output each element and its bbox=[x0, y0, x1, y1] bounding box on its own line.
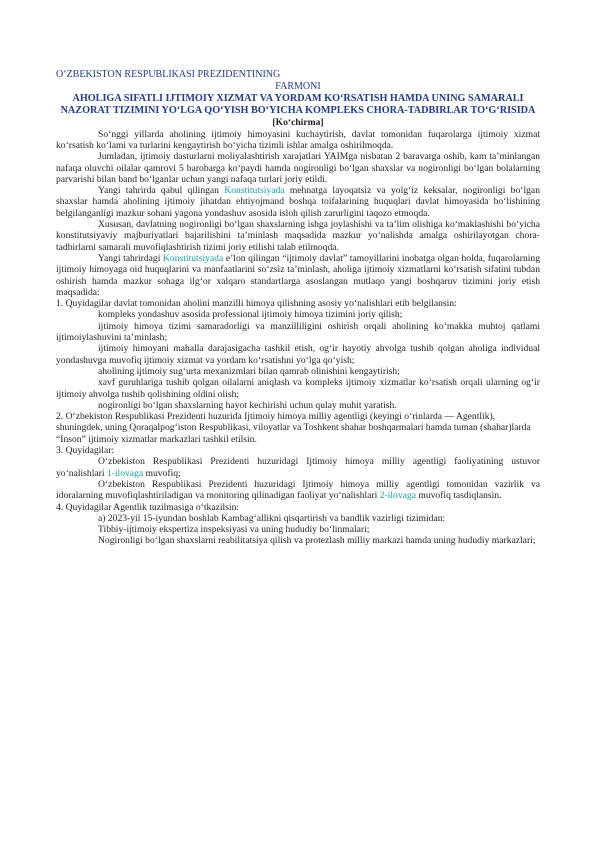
section-1-item: ijtimoiy himoyani mahalla darajasigacha tashkil etish, og‘ir hayotiy ahvolga tushib qolgan aholiga individual yondashuvga muvofiq ijtimoiy xizmat va yordam ko‘rsatishni yo‘lga qo‘yish; bbox=[56, 343, 540, 366]
decree-page bbox=[56, 69, 540, 547]
section-1-item: kompleks yondashuv asosida professional ijtimoiy himoya tizimini joriy qilish; bbox=[98, 309, 403, 321]
paragraph-5 bbox=[56, 253, 540, 298]
constitution-link[interactable]: Konstitutsiyada bbox=[163, 252, 224, 264]
section-4-heading: 4. Quyidagilar Agentlik tuzilmasiga o‘tkazilsin: bbox=[56, 501, 240, 513]
section-3-item-2-text-a: O‘zbekiston Respublikasi Prezidenti huzuridagi Ijtimoiy himoya milliy agentligi tomonidan vazirlik va idoralarning muvofiqlashtiriladigan va monitoring qilinadigan faoliyat yo‘nalishlari bbox=[56, 478, 540, 502]
issuer-heading: O‘ZBEKISTON RESPUBLIKASI PREZIDENTINING bbox=[56, 69, 281, 80]
section-3-item-1-text-b: muvofiq; bbox=[143, 467, 181, 479]
section-4-item: a) 2023-yil 15-iyundan boshlab Kambag‘allikni qisqartirish va bandlik vazirligi tizimidan: bbox=[98, 512, 446, 524]
section-3-item bbox=[56, 456, 540, 479]
section-1-heading: 1. Quyidagilar davlat tomonidan aholini manzilli himoya qilishning asosiy yo‘nalishlari etib belgilansin: bbox=[56, 298, 457, 310]
paragraph-3 bbox=[56, 185, 540, 219]
paragraph-5-text-a: Yangi tahrirdagi bbox=[98, 252, 163, 264]
appendix-2-link[interactable]: 2-ilovaga bbox=[379, 490, 416, 502]
section-3-item bbox=[56, 479, 540, 502]
section-2: 2. O‘zbekiston Respublikasi Prezidenti huzurida Ijtimoiy himoya milliy agentligi (keyingi o‘rinlarda — Agentlik), shuningdek, uning Qoraqalpog‘iston Respublikasi, viloyatlar va Toshkent shahar boshqarmalari hamda tuman (shahar)larda “Inson” ijtimoiy xizmatlar markazlari tashkil etilsin. bbox=[56, 411, 531, 445]
section-3-item-1-text-a: O‘zbekiston Respublikasi Prezidenti huzuridagi Ijtimoiy himoya milliy agentligi faoliyatining ustuvor yo‘nalishlari bbox=[56, 456, 540, 479]
paragraph-3-text-b: mehnatga layoqatsiz va yolg‘iz keksalar, nogironligi bo‘lgan shaxslar hamda aholining ijtimoiy jihatdan ehtiyojmand boshqa toifalarining huquqlari davlat himoyasida bo‘lishining belgilanganligi mazkur sohani yagona yondashuv asosida isloh qilish zarurligini taqozo etmoqda. bbox=[56, 185, 540, 219]
section-4-item: Nogironligi bo‘lgan shaxslarni reabilitatsiya qilish va protezlash milliy markazi hamda uning hududiy markazlari; bbox=[98, 535, 536, 547]
paragraph-2: Jumladan, ijtimoiy dasturlarni moliyalashtirish xarajatlari YAIMga nisbatan 2 baravarga oshib, kam ta’minlangan nafaqa oluvchi oilalar qamrovi 5 barobarga ko‘paydi hamda nogironligi bo‘lgan shaxslar va nogironligi bo‘lgan bolalarning parvarishi bilan band bo‘lganlar uchun yangi nafaqa turlari joriy etildi. bbox=[56, 151, 540, 185]
paragraph-1: So‘nggi yillarda aholining ijtimoiy himoyasini kuchaytirish, davlat tomonidan fuqarolarga ijtimoiy xizmat ko‘rsatish ko‘lami va turlarini kengaytirish bo‘yicha tizimli ishlar amalga oshirilmoqda. bbox=[56, 128, 540, 151]
section-1-item: aholining ijtimoiy sug‘urta mexanizmlari bilan qamrab olinishini kengaytirish; bbox=[98, 365, 400, 377]
document-type: FARMONI bbox=[275, 81, 321, 92]
constitution-link[interactable]: Konstitutsiyada bbox=[224, 185, 285, 197]
excerpt-label: [Ko‘chirma] bbox=[272, 117, 324, 129]
appendix-1-link[interactable]: 1-ilovaga bbox=[106, 467, 144, 479]
paragraph-4: Xususan, davlatning nogironligi bo‘lgan shaxslarning ishga joylashishi va ta’lim olishiga ko‘maklashishi bo‘yicha konstitutsiyaviy majburiyatlari bajarilishini ta’minlash maqsadida mazkur yo‘nalishda amalga oshirilayotgan chora-tadbirlarni samarali muvofiqlashtirish tizimi joriy etilishi talab etilmoqda. bbox=[56, 219, 540, 253]
paragraph-5-text-b: e’lon qilingan “ijtimoiy davlat” tamoyillarini inobatga olgan holda, fuqarolarning ijtimoiy himoyaga oid huquqlarini va manfaatlarini so‘zsiz ta’minlash, aholiga ijtimoiy xizmatlarni ko‘rsatish sifatini tubdan oshirish hamda mazkur sohaga ilg‘or xalqaro standartlarga asoslangan mutlaqo yangi boshqaruv tizimini joriy etish maqsadida: bbox=[56, 252, 541, 298]
section-1-item: xavf guruhlariga tushib qolgan oilalarni aniqlash va kompleks ijtimoiy xizmatlar ko‘rsatish orqali ularning og‘ir ijtimoiy ahvolga tushib qolishining oldini olish; bbox=[56, 377, 540, 400]
paragraph-3-text-a: Yangi tahrirda qabul qilingan bbox=[98, 185, 225, 197]
section-1-item: ijtimoiy himoya tizimi samaradorligi va manzilliligini oshirish orqali aholining ko‘makka muhtoj qatlami ijtimoiylashuvini ta’minlash; bbox=[56, 320, 540, 344]
section-4-item: Tibbiy-ijtimoiy ekspertiza inspeksiyasi va uning hududiy bo‘linmalari; bbox=[98, 524, 370, 536]
section-3-item-2-text-b: muvofiq tasdiqlansin. bbox=[415, 490, 502, 502]
section-3-heading: 3. Quyidagilar: bbox=[56, 445, 115, 457]
section-1-item: nogironligi bo‘lgan shaxslarning hayot kechirishi uchun qulay muhit yaratish. bbox=[98, 399, 397, 411]
decree-title: AHOLIGA SIFATLI IJTIMOIY XIZMAT VA YORDAM KO‘RSATISH HAMDA UNING SAMARALI NAZORAT TIZIMINI YO‘LGA QO‘YISH BO‘YICHA KOMPLEKS CHORA-TADBIRLAR TO‘G‘RISIDA bbox=[60, 93, 536, 117]
